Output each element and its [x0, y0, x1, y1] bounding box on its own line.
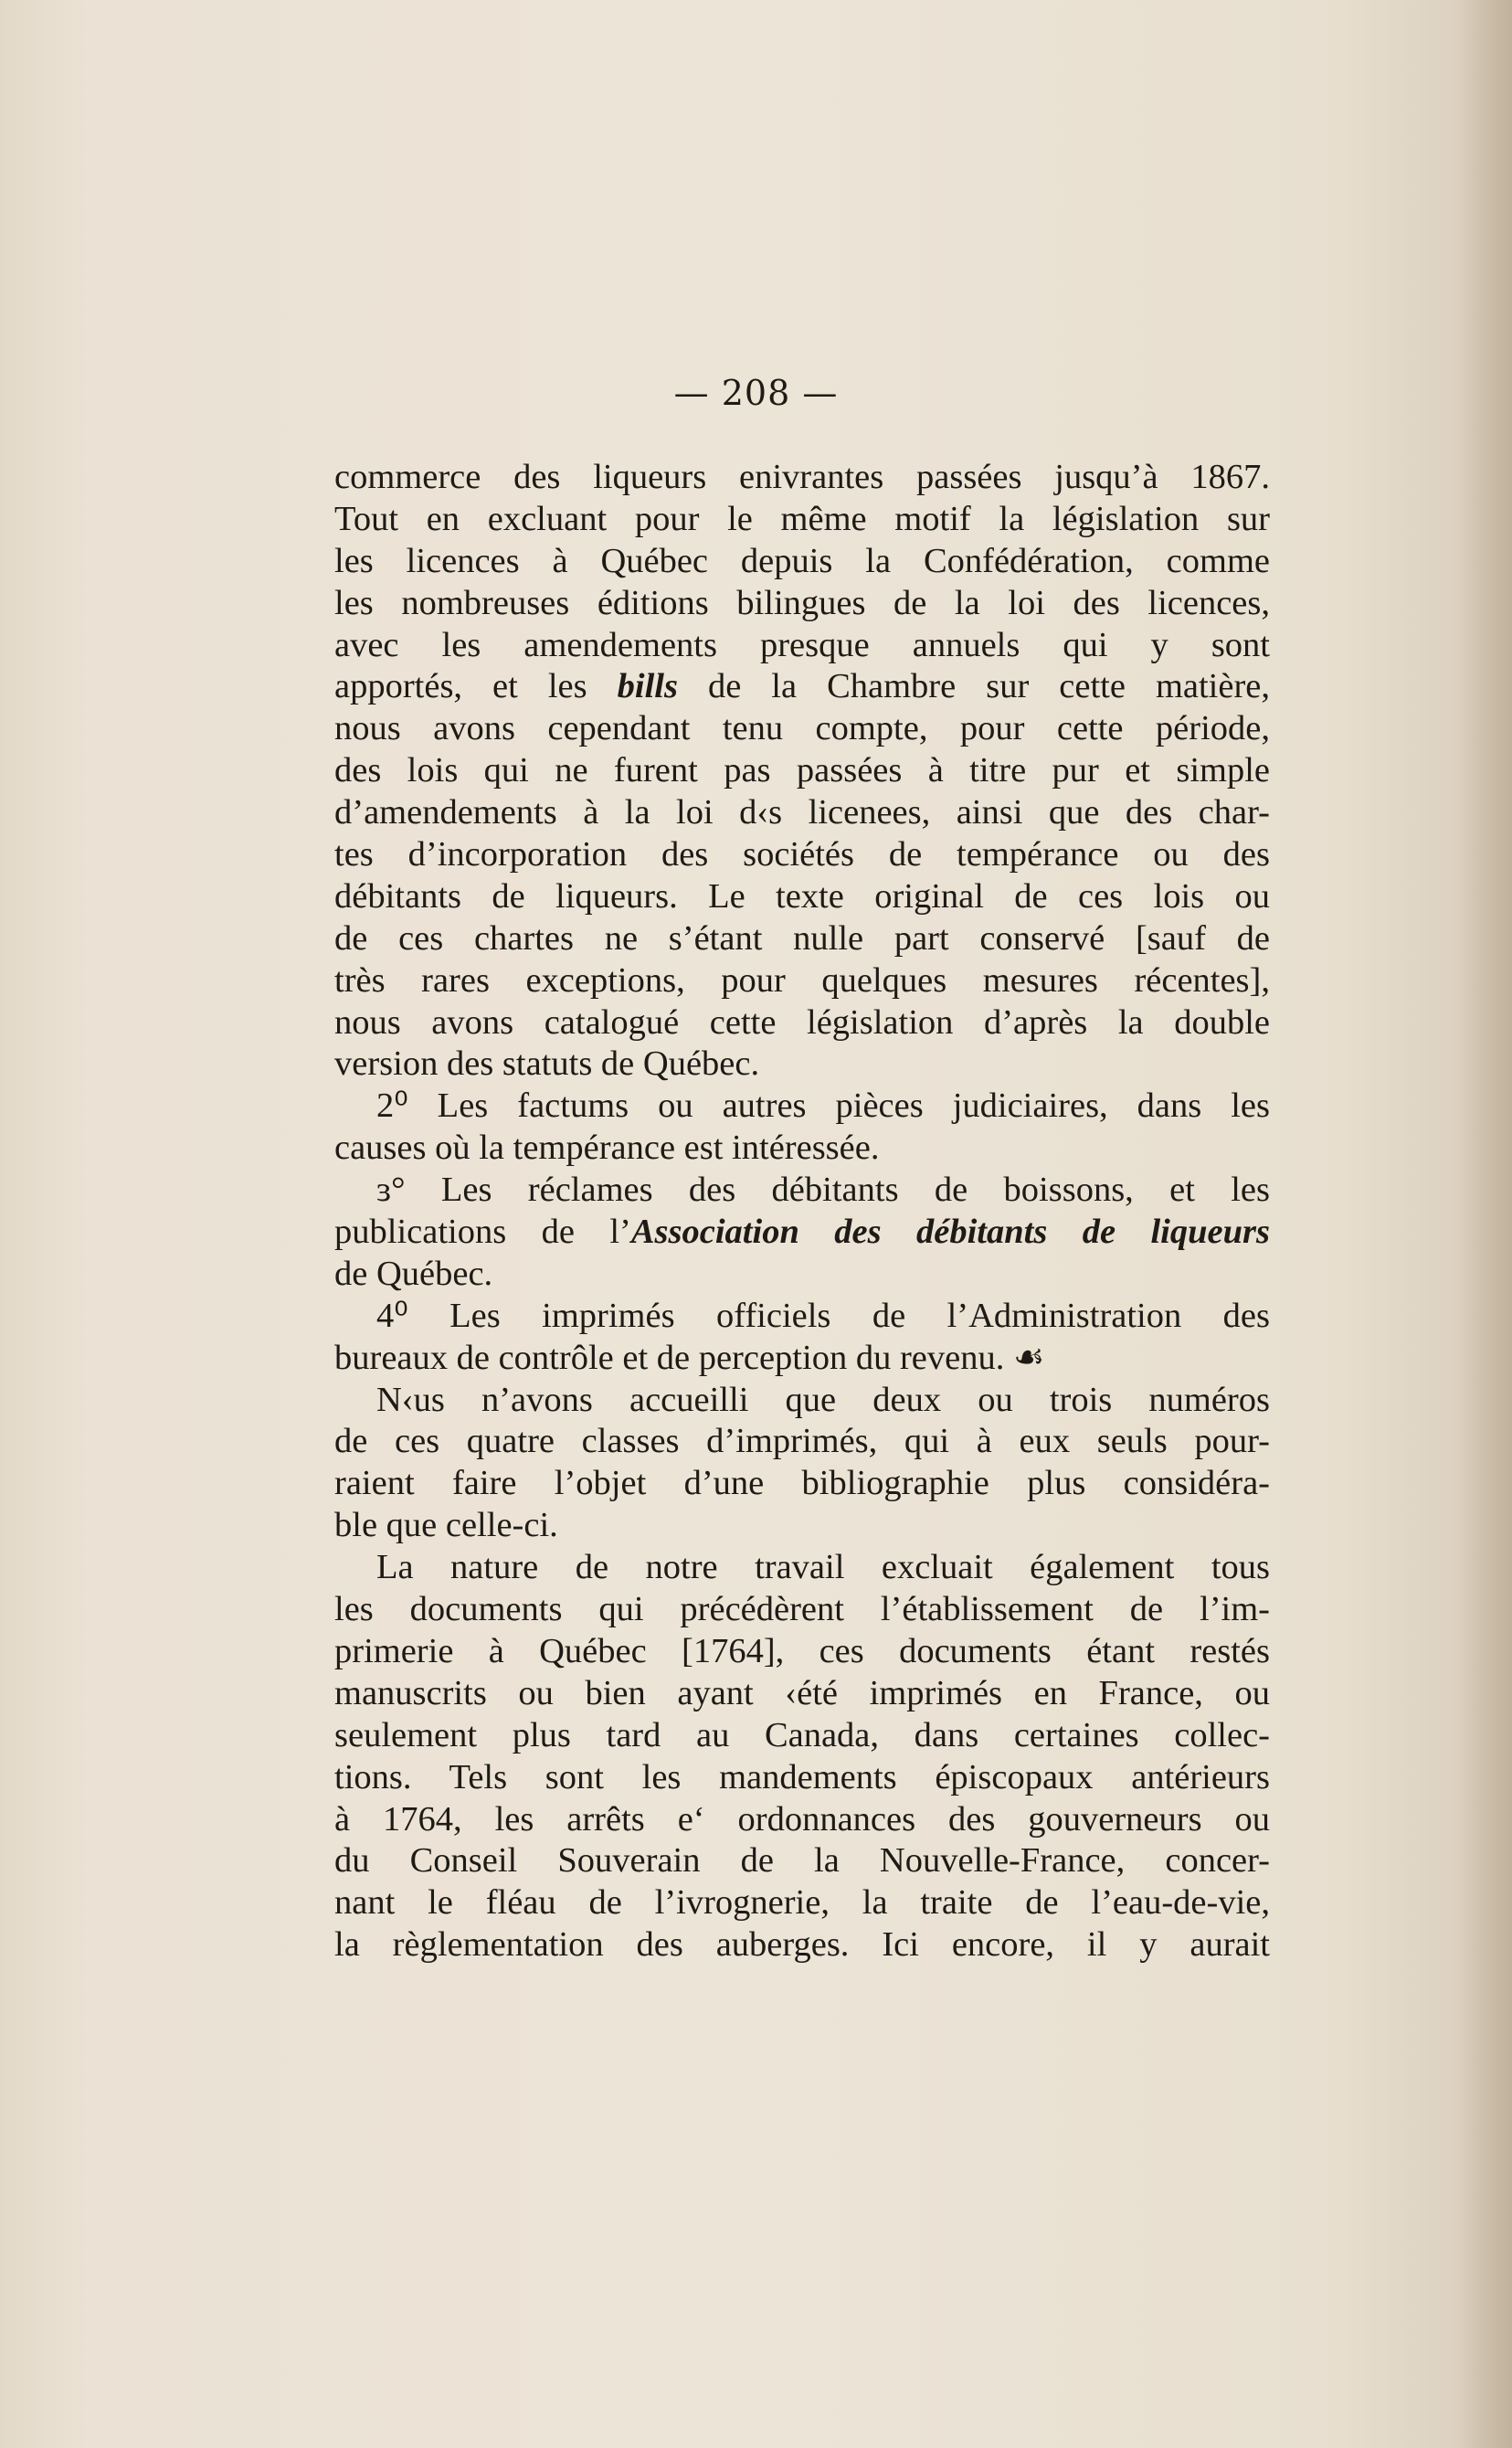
- text-line: [334, 1673, 1270, 1715]
- text-line: [334, 708, 1270, 750]
- text-segment: les nombreuses éditions bilingues de la loi des licences,: [334, 583, 1270, 622]
- text-line: [334, 666, 1270, 708]
- text-line: [334, 625, 1270, 667]
- text-segment: du Conseil Souverain de la Nouvelle-France, concer-: [334, 1841, 1270, 1881]
- page-number: — 208 —: [673, 373, 839, 413]
- text-line: [334, 1380, 1270, 1422]
- text-line: [334, 1715, 1270, 1757]
- text-line: [334, 960, 1270, 1002]
- text-segment: 2⁰ Les factums ou autres pièces judiciaires, dans les: [376, 1086, 1270, 1126]
- text-segment: très rares exceptions, pour quelques mesures récentes],: [334, 960, 1270, 1000]
- text-segment: d’amendements à la loi d‹s licenees, ainsi que des char-: [334, 793, 1270, 832]
- text-line: [334, 1840, 1270, 1882]
- text-segment: les documents qui précédèrent l’établissement de l’im-: [334, 1590, 1270, 1629]
- text-segment: ɜ° Les réclames des débitants de boissons, et les: [376, 1171, 1270, 1210]
- text-segment: les licences à Québec depuis la Confédération, comme: [334, 541, 1270, 580]
- text-line: [334, 499, 1270, 541]
- text-segment: de Québec.: [334, 1254, 493, 1293]
- text-segment: nous avons cependant tenu compte, pour cette période,: [334, 709, 1270, 748]
- text-line: [334, 1338, 1270, 1380]
- text-line: [334, 750, 1270, 792]
- text-segment: causes où la tempérance est intéressée.: [334, 1129, 880, 1168]
- text-segment: de la Chambre sur cette matière,: [677, 667, 1270, 706]
- text-line: [334, 457, 1270, 499]
- text-segment: à 1764, les arrêts e‘ ordonnances des gouverneurs ou: [334, 1799, 1270, 1839]
- text-segment: bureaux de contrôle et de perception du revenu. ☙: [334, 1338, 1045, 1377]
- text-segment: de ces chartes ne s’étant nulle part conservé [sauf de: [334, 918, 1270, 958]
- text-line: [334, 1757, 1270, 1799]
- text-segment: ble que celle-ci.: [334, 1506, 558, 1545]
- text-line: [334, 1254, 1270, 1296]
- text-line: [334, 1421, 1270, 1463]
- italic-text: Association des débitants de liqueurs: [630, 1213, 1270, 1252]
- text-segment: 4⁰ Les imprimés officiels de l’Administration des: [376, 1296, 1270, 1335]
- text-segment: la règlementation des auberges. Ici encore, il y aurait: [334, 1925, 1270, 1965]
- text-segment: seulement plus tard au Canada, dans certaines collec-: [334, 1715, 1270, 1754]
- text-line: [334, 1547, 1270, 1589]
- text-segment: nous avons catalogué cette législation d’après la double: [334, 1002, 1270, 1042]
- text-segment: tes d’incorporation des sociétés de tempérance ou des: [334, 835, 1270, 874]
- text-segment: manuscrits ou bien ayant ‹été imprimés en France, ou: [334, 1673, 1270, 1712]
- text-segment: raient faire l’objet d’une bibliographie plus considéra-: [334, 1464, 1270, 1503]
- text-line: [334, 1170, 1270, 1212]
- text-line: [334, 583, 1270, 625]
- text-line: [334, 1589, 1270, 1631]
- text-line: [334, 1296, 1270, 1338]
- text-line: [334, 1924, 1270, 1966]
- text-line: [334, 792, 1270, 834]
- text-segment: publications de l’: [334, 1213, 631, 1252]
- text-segment: La nature de notre travail excluait également tous: [376, 1548, 1270, 1587]
- text-line: [334, 1505, 1270, 1547]
- text-line: [334, 876, 1270, 918]
- text-line: [334, 834, 1270, 876]
- italic-text: bills: [617, 667, 678, 706]
- text-line: [334, 541, 1270, 583]
- text-line: [334, 1086, 1270, 1128]
- text-line: [334, 1128, 1270, 1170]
- text-line: [334, 1799, 1270, 1841]
- text-segment: commerce des liqueurs enivrantes passées jusqu’à 1867.: [334, 458, 1270, 496]
- text-segment: Tout en excluant pour le même motif la législation sur: [334, 499, 1270, 538]
- text-segment: avec les amendements presque annuels qui y sont: [334, 625, 1270, 664]
- text-segment: apportés, et les: [334, 667, 618, 706]
- page-gutter-shadow: [1457, 0, 1512, 2448]
- text-line: [334, 918, 1270, 960]
- text-line: [334, 1002, 1270, 1044]
- text-segment: des lois qui ne furent pas passées à titre pur et simple: [334, 751, 1270, 790]
- text-segment: nant le fléau de l’ivrognerie, la traite de l’eau-de-vie,: [334, 1883, 1270, 1923]
- text-segment: version des statuts de Québec.: [334, 1044, 760, 1084]
- text-segment: de ces quatre classes d’imprimés, qui à eux seuls pour-: [334, 1422, 1270, 1461]
- text-segment: tions. Tels sont les mandements épiscopaux antérieurs: [334, 1757, 1270, 1796]
- text-segment: primerie à Québec [1764], ces documents étant restés: [334, 1631, 1270, 1670]
- text-line: [334, 1044, 1270, 1086]
- text-segment: débitants de liqueurs. Le texte original de ces lois ou: [334, 876, 1270, 916]
- text-segment: N‹us n’avons accueilli que deux ou trois numéros: [376, 1380, 1270, 1419]
- text-line: [334, 1882, 1270, 1924]
- text-line: [334, 1631, 1270, 1673]
- text-line: [334, 1212, 1270, 1254]
- body-text: [334, 457, 1270, 1966]
- text-line: [334, 1463, 1270, 1505]
